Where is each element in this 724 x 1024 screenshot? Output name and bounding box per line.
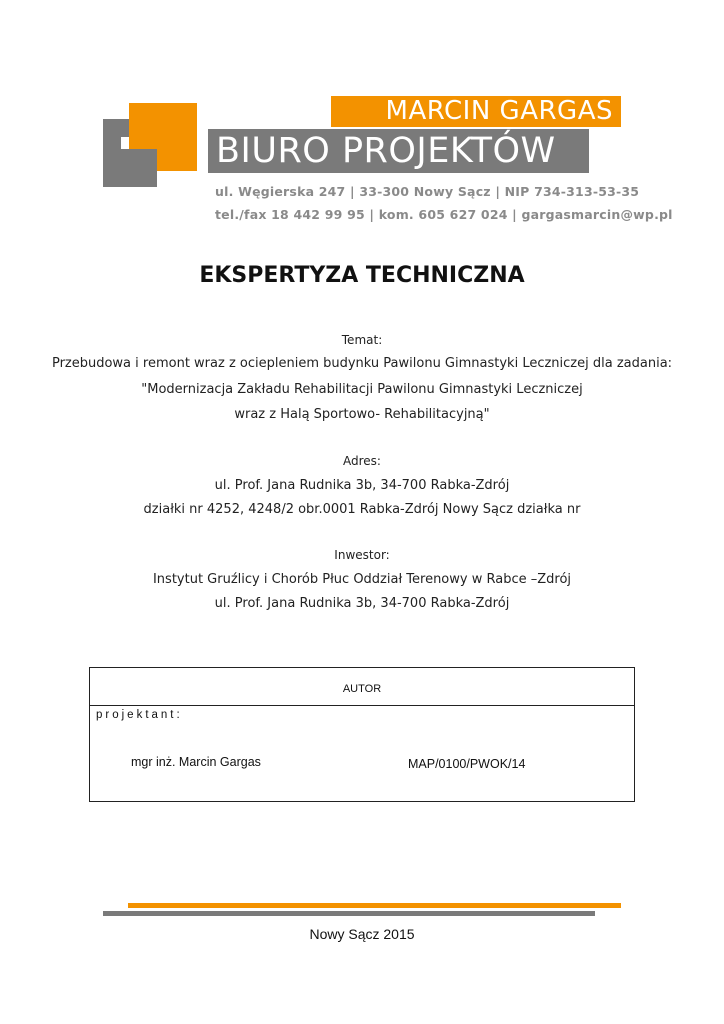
brand-name-bar: MARCIN GARGAS bbox=[331, 96, 621, 127]
address-line: działki nr 4252, 4248/2 obr.0001 Rabka-Zdrój Nowy Sącz działka nr bbox=[143, 502, 581, 517]
address-line: ul. Prof. Jana Rudnika 3b, 34-700 Rabka-Zdrój bbox=[214, 478, 510, 493]
address-label: Adres: bbox=[343, 454, 381, 468]
document-title: EKSPERTYZA TECHNICZNA bbox=[199, 263, 525, 288]
contact-phone-line: tel./fax 18 442 99 95 | kom. 605 627 024 | gargasmarcin@wp.pl bbox=[215, 207, 673, 222]
topic-line: "Modernizacja Zakładu Rehabilitacji Pawilonu Gimnastyki Leczniczej bbox=[141, 382, 583, 397]
footer-divider-orange bbox=[128, 903, 621, 908]
author-box-header: AUTOR bbox=[90, 668, 634, 706]
footer-divider-gray bbox=[103, 911, 595, 916]
topic-line: wraz z Halą Sportowo- Rehabilitacyjną" bbox=[234, 407, 490, 422]
author-box bbox=[89, 667, 635, 802]
author-name: mgr inż. Marcin Gargas bbox=[131, 755, 261, 769]
role-label: projektant: bbox=[96, 709, 183, 721]
topic-line: Przebudowa i remont wraz z ociepleniem budynku Pawilonu Gimnastyki Leczniczej dla zadania: bbox=[51, 356, 673, 371]
investor-label: Inwestor: bbox=[334, 548, 390, 562]
contact-address-line: ul. Węgierska 247 | 33-300 Nowy Sącz | NIP 734-313-53-35 bbox=[215, 184, 640, 199]
investor-line: Instytut Gruźlicy i Chorób Płuc Oddział Terenowy w Rabce –Zdrój bbox=[152, 572, 572, 587]
place-and-date: Nowy Sącz 2015 bbox=[309, 926, 415, 942]
logo-block-white-notch bbox=[121, 137, 129, 149]
topic-label: Temat: bbox=[341, 333, 383, 347]
investor-line: ul. Prof. Jana Rudnika 3b, 34-700 Rabka-Zdrój bbox=[214, 596, 510, 611]
brand-title-bar: BIURO PROJEKTÓW bbox=[208, 129, 589, 173]
document-number: MAP/0100/PWOK/14 bbox=[408, 757, 526, 771]
logo-block-gray-bottom bbox=[119, 149, 157, 187]
